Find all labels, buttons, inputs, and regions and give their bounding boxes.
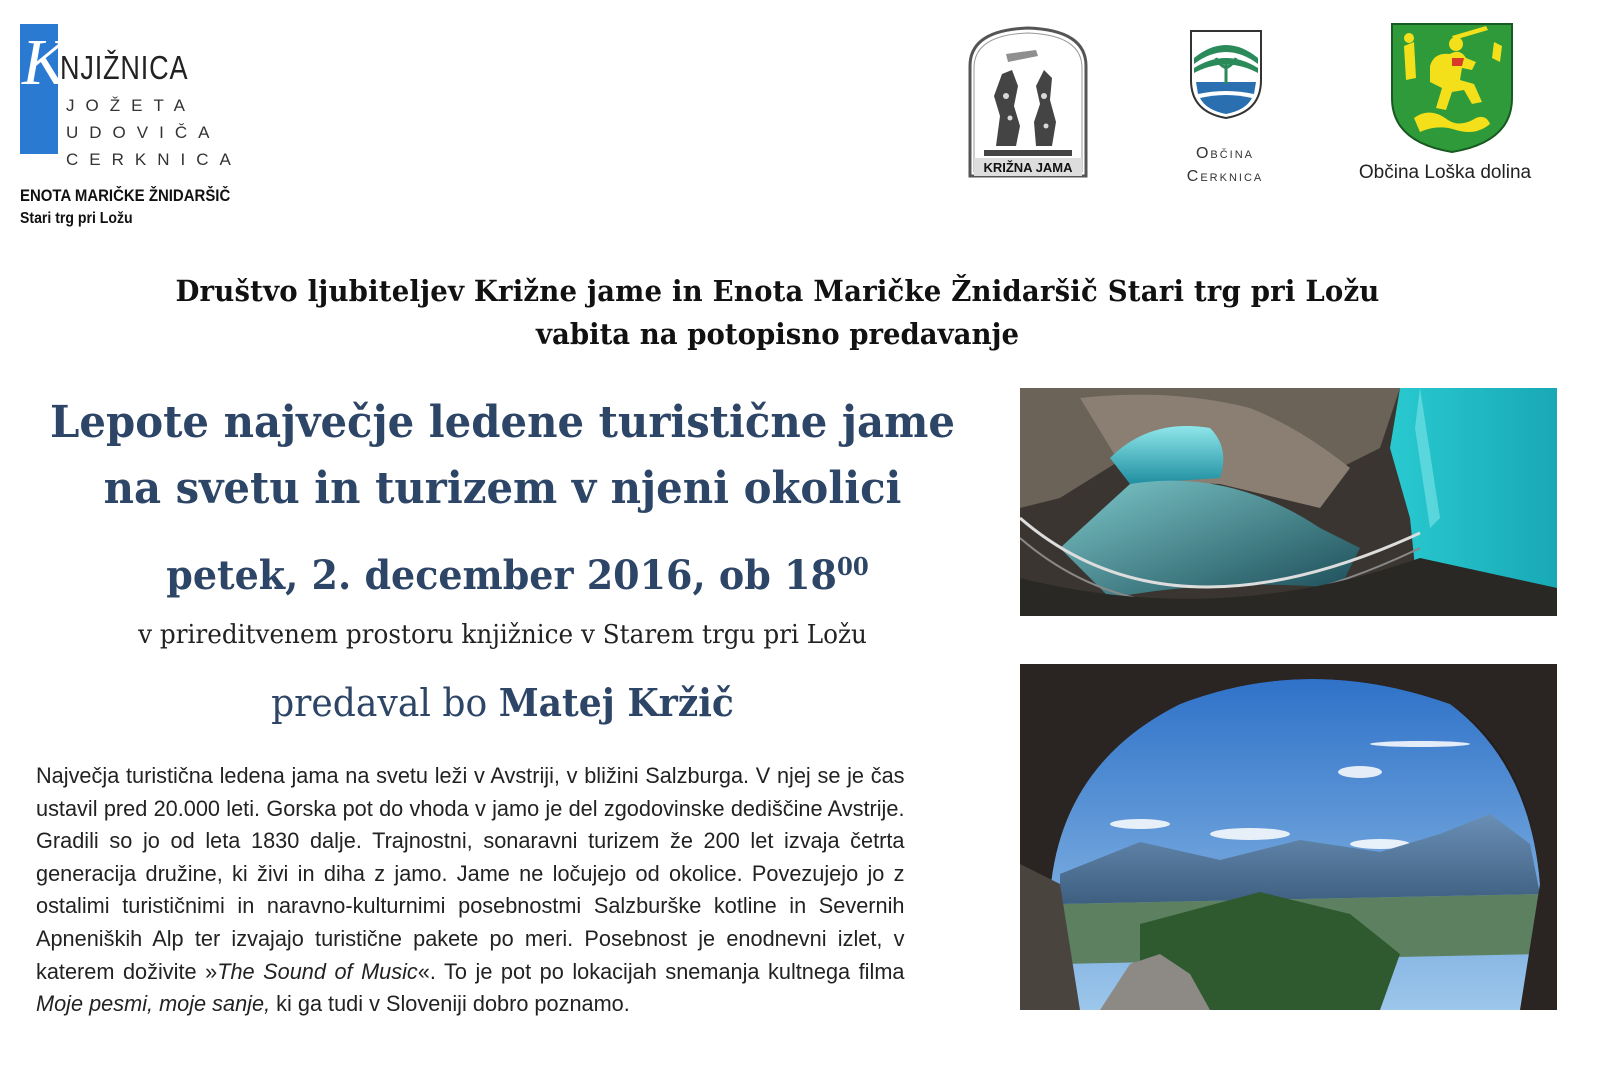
- event-date: [26, 552, 1009, 599]
- library-logo-initial: K: [22, 26, 67, 99]
- event-title-line1: Lepote največje ledene turistične jame: [50, 397, 955, 448]
- loska-dolina-coat-of-arms: [1390, 22, 1514, 154]
- loska-dolina-shield-icon: [1390, 22, 1514, 154]
- event-description: [36, 760, 905, 1021]
- library-logo-line1: JOŽETA: [66, 96, 196, 115]
- event-date-text: petek, 2. december 2016, ob 18: [166, 552, 837, 599]
- invitation-line1: Društvo ljubiteljev Križne jame in Enota Maričke Žnidaršič Stari trg pri Ložu: [175, 274, 1380, 308]
- cerknica-shield-icon: [1188, 28, 1264, 120]
- ice-cave-photo: [1020, 388, 1557, 616]
- krizna-jama-label: KRIŽNA JAMA: [983, 160, 1073, 175]
- library-logo: [18, 24, 242, 184]
- description-part1: Največja turistična ledena jama na svetu leži v Avstriji, v bližini Salzburga. V njej se je čas ustavil pred 20.000 leti. Gorska pot do vhoda v jamo je del zgodovinske dediščine Avstrije. Gradili so jo od leta 1830 dalje. Trajnostni, sonaravni turizem že 200 let izvaja četrta generacija družine, ki živi in diha z jamo. Jame ne ločujejo od okolice. Povezujejo jo z ostalimi turističnimi in naravno-kulturnimi posebnostmi Salzburške kotline in Severnih Apneniških Alp ter izvajajo turistične pakete po meri. Posebnost je enodnevni izlet, v katerem doživite »: [36, 763, 905, 984]
- cerknica-label-line2: Cerknica: [1186, 168, 1264, 185]
- description-italic-title1: The Sound of Music: [217, 958, 418, 984]
- invitation-line2: vabita na potopisno predavanje: [535, 317, 1020, 351]
- cerknica-label: [1160, 142, 1290, 188]
- cerknica-label-line1: Občina: [1195, 145, 1255, 162]
- library-place: Stari trg pri Ložu: [20, 210, 133, 227]
- description-part3: ki ga tudi v Sloveniji dobro poznamo.: [270, 991, 630, 1017]
- lecturer-prefix: predaval bo: [271, 681, 499, 725]
- library-logo-name: NJIŽNICA: [60, 49, 189, 86]
- cerknica-coat-of-arms: [1188, 28, 1264, 120]
- event-time-minutes: 00: [836, 552, 869, 581]
- description-part2: «. To je pot po lokacijah snemanja kultnega filma: [417, 958, 905, 984]
- ice-cave-image: [1020, 388, 1557, 616]
- event-title-line2: na svetu in turizem v njeni okolici: [103, 463, 902, 514]
- event-venue: v prireditvenem prostoru knjižnice v Starem trgu pri Ložu: [138, 620, 867, 650]
- cave-view-image: [1020, 664, 1557, 1010]
- loska-dolina-label: Občina Loška dolina: [1358, 162, 1532, 183]
- krizna-jama-logo: [966, 26, 1090, 180]
- library-unit: ENOTA MARIČKE ŽNIDARŠIČ: [20, 186, 231, 205]
- library-logo-line2: UDOVIČA: [66, 123, 221, 142]
- krizna-jama-emblem: [966, 26, 1090, 180]
- lecturer-name: Matej Kržič: [498, 680, 734, 725]
- library-logo-line3: CERKNICA: [66, 150, 242, 169]
- event-lecturer: [25, 680, 980, 725]
- cave-view-photo: [1020, 664, 1557, 1010]
- description-italic-title2: Moje pesmi, moje sanje,: [36, 991, 271, 1017]
